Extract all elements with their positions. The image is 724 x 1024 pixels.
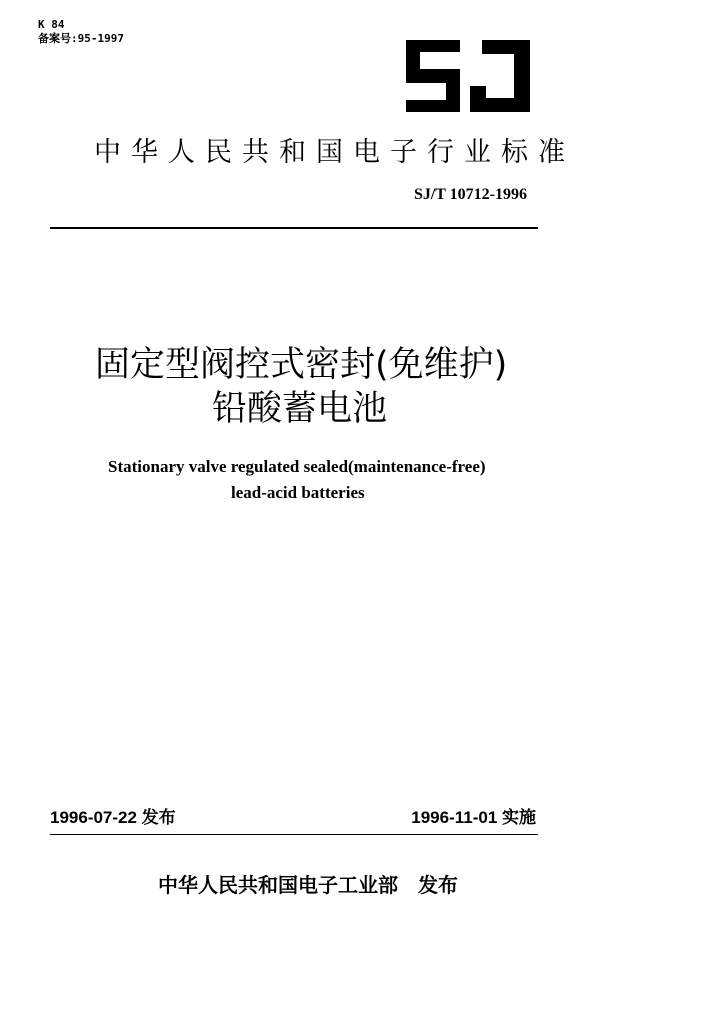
title-en-line2: lead-acid batteries (231, 483, 365, 502)
title-en-line1: Stationary valve regulated sealed(maintenance-free) (108, 457, 486, 476)
classification-code: K 84 (38, 18, 65, 31)
standard-code: SJ/T 10712-1996 (413, 186, 527, 203)
footer-divider (50, 834, 538, 835)
header-divider (50, 227, 538, 229)
issuing-organization: 中华人民共和国电子行业标准 (94, 137, 575, 168)
title-cn-line1: 固定型阀控式密封(免维护) (95, 345, 508, 385)
sj-logo (406, 40, 530, 112)
issue-date: 1996-07-22 发布 (50, 808, 176, 827)
implementation-date: 1996-11-01 实施 (411, 808, 536, 827)
record-number: 备案号:95-1997 (38, 32, 124, 45)
publisher: 中华人民共和国电子工业部 发布 (158, 875, 458, 897)
title-cn-line2: 铅酸蓄电池 (212, 389, 388, 429)
